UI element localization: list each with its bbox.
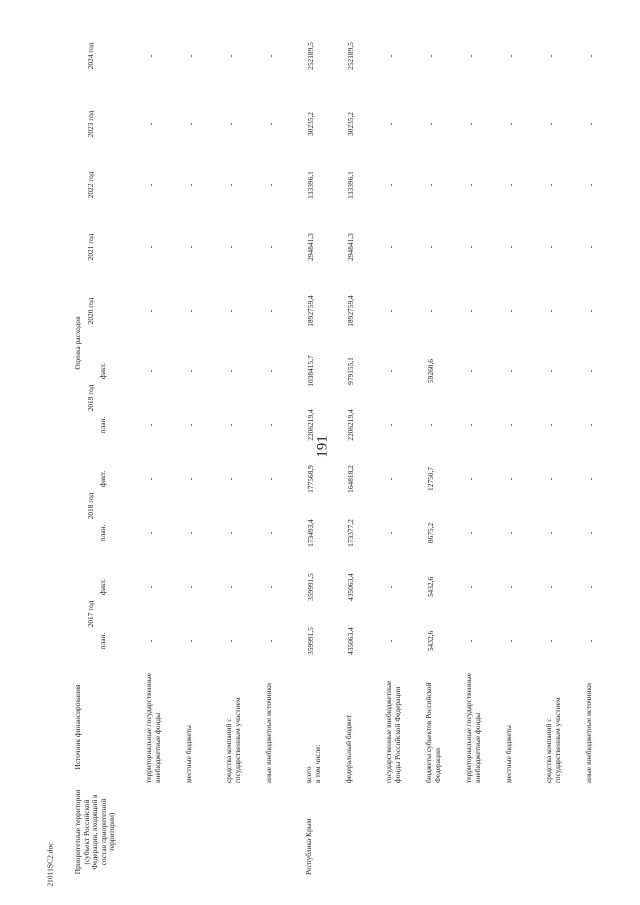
value-cell: 5432,6 bbox=[426, 630, 436, 652]
value-cell: 1892759,4 bbox=[346, 295, 356, 327]
header-year-2021: 2021 год bbox=[85, 233, 95, 261]
value-cell: 133396,1 bbox=[346, 171, 356, 199]
source-cell: бюджеты субъектов Российской Федерации bbox=[424, 682, 442, 783]
table-row bbox=[423, 18, 463, 878]
table-row bbox=[223, 18, 263, 878]
table-row bbox=[343, 18, 383, 878]
value-cell: - bbox=[146, 54, 156, 58]
value-cell: - bbox=[146, 309, 156, 313]
value-cell: - bbox=[386, 183, 396, 187]
value-cell: - bbox=[586, 183, 596, 187]
value-cell: - bbox=[226, 183, 236, 187]
value-cell: - bbox=[386, 122, 396, 126]
value-cell: - bbox=[186, 423, 196, 427]
value-cell: - bbox=[386, 531, 396, 535]
value-cell: - bbox=[466, 531, 476, 535]
value-cell: 2206219,4 bbox=[306, 409, 316, 441]
value-cell: - bbox=[506, 639, 516, 643]
value-cell: - bbox=[226, 639, 236, 643]
value-cell: - bbox=[426, 122, 436, 126]
value-cell: - bbox=[266, 369, 276, 373]
header-plan: план. bbox=[98, 524, 108, 542]
value-cell: - bbox=[586, 245, 596, 249]
header-year-2020: 2020 год bbox=[85, 297, 95, 325]
header-fact: факт. bbox=[98, 470, 108, 488]
value-cell: - bbox=[146, 585, 156, 589]
value-cell: 359991,5 bbox=[306, 573, 316, 601]
territory-cell bbox=[183, 786, 223, 878]
value-cell: - bbox=[386, 639, 396, 643]
territory-cell: Республика Крым bbox=[304, 818, 314, 875]
table-row bbox=[463, 18, 503, 878]
page-number: 191 bbox=[314, 435, 331, 458]
value-cell: - bbox=[586, 585, 596, 589]
value-cell: - bbox=[226, 477, 236, 481]
value-cell: - bbox=[186, 477, 196, 481]
value-cell: - bbox=[466, 54, 476, 58]
value-cell: - bbox=[546, 423, 556, 427]
value-cell: 435063,4 bbox=[346, 627, 356, 655]
territory-cell bbox=[463, 786, 503, 878]
value-cell: - bbox=[226, 122, 236, 126]
source-cell: местные бюджеты bbox=[504, 725, 514, 783]
value-cell: - bbox=[266, 531, 276, 535]
value-cell: - bbox=[386, 585, 396, 589]
value-cell: - bbox=[386, 477, 396, 481]
value-cell: - bbox=[586, 639, 596, 643]
document-code: 21011SC2.doc bbox=[45, 842, 55, 887]
value-cell: - bbox=[466, 477, 476, 481]
value-cell: 5432,6 bbox=[426, 576, 436, 598]
value-cell: - bbox=[466, 423, 476, 427]
value-cell: - bbox=[146, 369, 156, 373]
value-cell: - bbox=[266, 585, 276, 589]
header-source: Источник финансирования bbox=[73, 684, 82, 770]
value-cell: 30235,2 bbox=[306, 111, 316, 137]
value-cell: - bbox=[586, 369, 596, 373]
value-cell: - bbox=[506, 369, 516, 373]
value-cell: - bbox=[226, 423, 236, 427]
value-cell: - bbox=[226, 585, 236, 589]
value-cell: - bbox=[386, 54, 396, 58]
source-cell: иные внебюджетные источники bbox=[584, 682, 594, 783]
value-cell: - bbox=[546, 309, 556, 313]
value-cell: - bbox=[506, 585, 516, 589]
value-cell: - bbox=[466, 245, 476, 249]
value-cell: - bbox=[146, 477, 156, 481]
value-cell: - bbox=[226, 245, 236, 249]
value-cell: - bbox=[186, 122, 196, 126]
value-cell: - bbox=[546, 54, 556, 58]
value-cell: - bbox=[426, 183, 436, 187]
value-cell: - bbox=[186, 309, 196, 313]
value-cell: - bbox=[186, 54, 196, 58]
value-cell: - bbox=[546, 585, 556, 589]
value-cell: - bbox=[386, 369, 396, 373]
value-cell: - bbox=[506, 423, 516, 427]
value-cell: - bbox=[586, 477, 596, 481]
value-cell: 252189,5 bbox=[346, 42, 356, 70]
source-cell: средства компаний с государственным участием bbox=[544, 697, 562, 783]
value-cell: 252189,5 bbox=[306, 42, 316, 70]
territory-cell bbox=[423, 786, 463, 878]
value-cell: 30235,2 bbox=[346, 111, 356, 137]
territory-cell bbox=[223, 786, 263, 878]
territory-cell bbox=[263, 786, 303, 878]
value-cell: - bbox=[466, 183, 476, 187]
value-cell: - bbox=[186, 531, 196, 535]
value-cell: - bbox=[266, 423, 276, 427]
value-cell: - bbox=[186, 245, 196, 249]
value-cell: - bbox=[266, 639, 276, 643]
rotated-table-container bbox=[72, 18, 612, 878]
value-cell: - bbox=[546, 639, 556, 643]
value-cell: - bbox=[186, 639, 196, 643]
value-cell: - bbox=[146, 245, 156, 249]
value-cell: 133396,1 bbox=[306, 171, 316, 199]
value-cell: - bbox=[426, 245, 436, 249]
value-cell: - bbox=[266, 183, 276, 187]
source-cell: всего в том числе: bbox=[304, 744, 322, 783]
value-cell: - bbox=[586, 531, 596, 535]
table-row bbox=[503, 18, 543, 878]
value-cell: - bbox=[266, 54, 276, 58]
value-cell: - bbox=[466, 369, 476, 373]
value-cell: 173493,4 bbox=[306, 519, 316, 547]
table-row bbox=[543, 18, 583, 878]
value-cell: - bbox=[506, 309, 516, 313]
value-cell: 59260,6 bbox=[426, 358, 436, 384]
value-cell: - bbox=[586, 423, 596, 427]
table-row bbox=[143, 18, 183, 878]
value-cell: - bbox=[466, 309, 476, 313]
value-cell: - bbox=[266, 245, 276, 249]
value-cell: - bbox=[506, 183, 516, 187]
header-year-2017: 2017 год bbox=[85, 600, 95, 628]
value-cell: - bbox=[546, 245, 556, 249]
header-expenses-group: Оценка расходов bbox=[73, 316, 82, 370]
value-cell: 435063,4 bbox=[346, 573, 356, 601]
value-cell: - bbox=[586, 122, 596, 126]
value-cell: - bbox=[546, 531, 556, 535]
value-cell: 979155,1 bbox=[346, 357, 356, 385]
value-cell: 1038415,7 bbox=[306, 355, 316, 387]
table-row bbox=[263, 18, 303, 878]
value-cell: - bbox=[226, 309, 236, 313]
value-cell: - bbox=[586, 54, 596, 58]
header-territory: Приоритетные территории (субъект Российской Федерации, входящий в состав приоритетной территории) bbox=[73, 789, 117, 875]
header-fact: факт. bbox=[98, 362, 108, 380]
value-cell: 173377,2 bbox=[346, 519, 356, 547]
source-cell: государственные внебюджетные фонды Российской Федерации bbox=[384, 680, 402, 783]
value-cell: - bbox=[426, 54, 436, 58]
value-cell: - bbox=[426, 309, 436, 313]
value-cell: - bbox=[186, 369, 196, 373]
value-cell: - bbox=[506, 245, 516, 249]
source-cell: средства компаний с государственным участием bbox=[224, 697, 242, 783]
expenses-table bbox=[72, 18, 623, 878]
table-body bbox=[143, 18, 623, 878]
table-row bbox=[583, 18, 623, 878]
value-cell: - bbox=[466, 639, 476, 643]
value-cell: - bbox=[506, 531, 516, 535]
value-cell: - bbox=[186, 183, 196, 187]
value-cell: - bbox=[226, 369, 236, 373]
value-cell: - bbox=[146, 183, 156, 187]
value-cell: - bbox=[506, 122, 516, 126]
header-plan: план. bbox=[98, 416, 108, 434]
header-year-2018: 2018 год bbox=[85, 492, 95, 520]
value-cell: 294841,3 bbox=[346, 233, 356, 261]
value-cell: - bbox=[386, 245, 396, 249]
territory-cell bbox=[503, 786, 543, 878]
value-cell: 177568,9 bbox=[306, 465, 316, 493]
value-cell: - bbox=[506, 477, 516, 481]
header-year-2019: 2019 год bbox=[85, 384, 95, 412]
value-cell: - bbox=[266, 122, 276, 126]
table-row bbox=[383, 18, 423, 878]
territory-cell bbox=[343, 786, 383, 878]
header-year-2022: 2022 год bbox=[85, 171, 95, 199]
header-year-2024: 2024 год bbox=[85, 42, 95, 70]
value-cell: - bbox=[226, 531, 236, 535]
value-cell: - bbox=[466, 122, 476, 126]
source-cell: местные бюджеты bbox=[184, 725, 194, 783]
value-cell: - bbox=[266, 309, 276, 313]
territory-cell bbox=[543, 786, 583, 878]
value-cell: - bbox=[386, 423, 396, 427]
value-cell: 359991,5 bbox=[306, 627, 316, 655]
value-cell: 294841,3 bbox=[306, 233, 316, 261]
territory-cell bbox=[583, 786, 623, 878]
territory-cell bbox=[383, 786, 423, 878]
value-cell: - bbox=[546, 122, 556, 126]
value-cell: - bbox=[146, 639, 156, 643]
source-cell: иные внебюджетные источники bbox=[264, 682, 274, 783]
value-cell: - bbox=[146, 531, 156, 535]
value-cell: 8675,2 bbox=[426, 522, 436, 544]
value-cell: - bbox=[546, 477, 556, 481]
territory-cell bbox=[143, 786, 183, 878]
value-cell: - bbox=[146, 423, 156, 427]
value-cell: - bbox=[466, 585, 476, 589]
value-cell: 2206219,4 bbox=[346, 409, 356, 441]
value-cell: - bbox=[186, 585, 196, 589]
value-cell: - bbox=[266, 477, 276, 481]
header-fact: факт. bbox=[98, 578, 108, 596]
value-cell: - bbox=[546, 369, 556, 373]
value-cell: 164818,2 bbox=[346, 465, 356, 493]
header-plan: план. bbox=[98, 632, 108, 650]
source-cell: территориальные государственные внебюджетные фонды bbox=[464, 672, 482, 783]
source-cell: федеральный бюджет bbox=[344, 714, 354, 783]
value-cell: 1892759,4 bbox=[306, 295, 316, 327]
value-cell: - bbox=[226, 54, 236, 58]
value-cell: - bbox=[146, 122, 156, 126]
table-row bbox=[303, 18, 343, 878]
value-cell: 12750,7 bbox=[426, 466, 436, 492]
value-cell: - bbox=[546, 183, 556, 187]
value-cell: - bbox=[426, 423, 436, 427]
header-year-2023: 2023 год bbox=[85, 110, 95, 138]
value-cell: - bbox=[506, 54, 516, 58]
value-cell: - bbox=[586, 309, 596, 313]
source-cell: территориальные государственные внебюджетные фонды bbox=[144, 672, 162, 783]
table-row bbox=[183, 18, 223, 878]
value-cell: - bbox=[386, 309, 396, 313]
